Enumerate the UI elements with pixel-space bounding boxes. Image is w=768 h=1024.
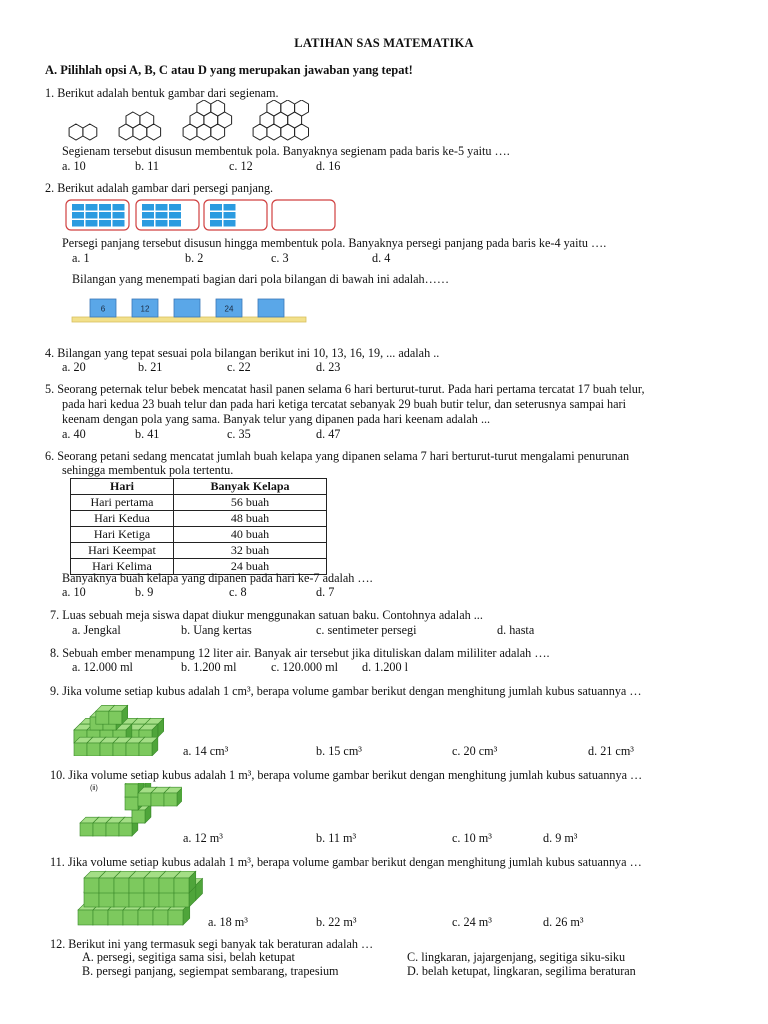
- q8-option-d[interactable]: d. 1.200 l: [362, 660, 409, 674]
- q10-option-b[interactable]: b. 11 m³: [316, 831, 357, 845]
- table-cell: Hari Keempat: [71, 543, 174, 559]
- q6-option-d[interactable]: d. 7: [316, 585, 335, 599]
- blue-cell: [142, 220, 154, 227]
- q2-rectangle-pattern: [62, 198, 342, 234]
- q12-stem: 12. Berikut ini yang termasuk segi banyak tak beraturan adalah …: [50, 937, 374, 951]
- cube-front: [123, 910, 138, 925]
- q8-option-a[interactable]: a. 12.000 ml: [72, 660, 133, 674]
- cube-front: [114, 878, 129, 893]
- cube-front: [96, 711, 109, 724]
- q6-line-1: 6. Seorang petani sedang mencatat jumlah buah kelapa yang dipanen selama 7 hari berturut-turut mengalami penurunan: [45, 449, 630, 463]
- cube-front: [108, 910, 123, 925]
- q1-option-b[interactable]: b. 11: [135, 159, 159, 173]
- cube-front: [125, 797, 138, 810]
- cube-front: [159, 878, 174, 893]
- q11-option-b[interactable]: b. 22 m³: [316, 915, 357, 929]
- cube-front: [113, 743, 126, 756]
- q4-option-a[interactable]: a. 20: [62, 360, 86, 374]
- q9-option-b[interactable]: b. 15 cm³: [316, 744, 362, 758]
- table-cell: Hari Kelima: [71, 559, 174, 575]
- table-cell: Hari pertama: [71, 495, 174, 511]
- cube-front: [168, 910, 183, 925]
- cube-front: [174, 892, 189, 907]
- page-title: LATIHAN SAS MATEMATIKA: [294, 36, 474, 50]
- table-cell: 56 buah: [174, 495, 327, 511]
- q1-option-a[interactable]: a. 10: [62, 159, 86, 173]
- cube-front: [174, 878, 189, 893]
- blue-cell: [86, 204, 98, 211]
- cube-front: [119, 823, 132, 836]
- cube-front: [153, 910, 168, 925]
- blue-cell: [113, 204, 125, 211]
- q11-option-c[interactable]: c. 24 m³: [452, 915, 492, 929]
- cube-front: [93, 910, 108, 925]
- cube-front: [78, 910, 93, 925]
- hexagon-shape: [83, 124, 97, 140]
- blue-cell: [169, 220, 181, 227]
- blue-cell: [156, 212, 168, 219]
- q5-option-d[interactable]: d. 47: [316, 427, 341, 441]
- table-cell: 40 buah: [174, 527, 327, 543]
- cube-front: [74, 743, 87, 756]
- blue-cell: [72, 212, 84, 219]
- table-row: [71, 527, 327, 543]
- q2-option-c[interactable]: c. 3: [271, 251, 289, 265]
- q7-option-d[interactable]: d. hasta: [497, 623, 535, 637]
- blue-cell: [72, 220, 84, 227]
- q4-option-d[interactable]: d. 23: [316, 360, 341, 374]
- blue-cell: [210, 220, 222, 227]
- section-a-instruction: A. Pilihlah opsi A, B, C atau D yang merupakan jawaban yang tepat!: [45, 63, 413, 77]
- blue-cell: [224, 204, 236, 211]
- q11-stem: 11. Jika volume setiap kubus adalah 1 m³, berapa volume gambar berikut dengan menghitung jumlah kubus satuannya …: [50, 855, 642, 869]
- q7-option-b[interactable]: b. Uang kertas: [181, 623, 252, 637]
- q6-option-c[interactable]: c. 8: [229, 585, 247, 599]
- table-header-row: [71, 479, 327, 495]
- q12-option-d[interactable]: D. belah ketupat, lingkaran, segilima beraturan: [407, 964, 636, 978]
- hexagon-shape: [140, 112, 154, 128]
- blue-cell: [142, 212, 154, 219]
- q1-text: Segienam tersebut disusun membentuk pola. Banyaknya segienam pada baris ke-5 yaitu ….: [62, 144, 510, 158]
- q2-option-b[interactable]: b. 2: [185, 251, 204, 265]
- q10-figure-label: (ii): [90, 785, 98, 792]
- q12-option-c[interactable]: C. lingkaran, jajargenjang, segitiga siku-siku: [407, 950, 626, 964]
- cube-front: [87, 743, 100, 756]
- q9-option-d[interactable]: d. 21 cm³: [588, 744, 634, 758]
- blue-cell: [169, 212, 181, 219]
- blue-cell: [72, 204, 84, 211]
- blue-cell: [169, 204, 181, 211]
- blue-cell: [86, 220, 98, 227]
- hexagon-shape: [126, 112, 140, 128]
- q6-question: Banyaknya buah kelapa yang dipanen pada hari ke-7 adalah ….: [62, 571, 373, 585]
- blue-cell: [142, 204, 154, 211]
- cube-front: [93, 823, 106, 836]
- q9-option-a[interactable]: a. 14 cm³: [183, 744, 229, 758]
- q5-option-a[interactable]: a. 40: [62, 427, 86, 441]
- q5-option-b[interactable]: b. 41: [135, 427, 160, 441]
- blue-cell: [210, 212, 222, 219]
- q10-cube-figure: [78, 783, 182, 839]
- table-row: [71, 511, 327, 527]
- cube-front: [84, 892, 99, 907]
- cube-front: [99, 892, 114, 907]
- table-row: [71, 495, 327, 511]
- q8-option-c[interactable]: c. 120.000 ml: [271, 660, 339, 674]
- cube-front: [129, 892, 144, 907]
- hexagon-shape: [69, 124, 83, 140]
- blue-cell: [113, 220, 125, 227]
- box-label: 24: [224, 304, 234, 314]
- table-cell: 32 buah: [174, 543, 327, 559]
- q2-option-a[interactable]: a. 1: [72, 251, 90, 265]
- shelf-bar: [72, 317, 306, 322]
- hexagon-shape: [267, 100, 281, 116]
- cube-front: [106, 823, 119, 836]
- q6-harvest-table: [70, 478, 327, 575]
- blue-cell: [210, 204, 222, 211]
- q7-option-c[interactable]: c. sentimeter persegi: [316, 623, 417, 637]
- q9-cube-figure: [70, 700, 180, 756]
- q12-option-a[interactable]: A. persegi, segitiga sama sisi, belah ketupat: [82, 950, 295, 964]
- hexagon-shape: [281, 100, 295, 116]
- q10-option-d[interactable]: d. 9 m³: [543, 831, 578, 845]
- box-label: 6: [100, 304, 106, 314]
- q10-option-c[interactable]: c. 10 m³: [452, 831, 492, 845]
- q2-option-d[interactable]: d. 4: [372, 251, 391, 265]
- q2-stem: 2. Berikut adalah gambar dari persegi panjang.: [45, 181, 274, 195]
- q8-option-b[interactable]: b. 1.200 ml: [181, 660, 237, 674]
- number-box: [174, 299, 200, 317]
- q1-option-c[interactable]: c. 12: [229, 159, 253, 173]
- table-cell: 48 buah: [174, 511, 327, 527]
- q8-stem: 8. Sebuah ember menampung 12 liter air. Banyak air tersebut jika dituliskan dalam mililiter adalah ….: [50, 646, 550, 660]
- q5-option-c[interactable]: c. 35: [227, 427, 251, 441]
- q10-option-a[interactable]: a. 12 m³: [183, 831, 223, 845]
- q4-option-b[interactable]: b. 21: [138, 360, 163, 374]
- cube-front: [151, 793, 164, 806]
- blue-cell: [99, 212, 111, 219]
- q11-option-d[interactable]: d. 26 m³: [543, 915, 584, 929]
- blue-cell: [156, 220, 168, 227]
- q1-hexagon-pattern: [62, 100, 332, 142]
- cube-front: [125, 784, 138, 797]
- q6-line-2: sehingga membentuk pola tertentu.: [62, 463, 234, 477]
- cube-front: [100, 743, 113, 756]
- q7-stem: 7. Luas sebuah meja siswa dapat diukur menggunakan satuan baku. Contohnya adalah ...: [50, 608, 483, 622]
- number-box: [258, 299, 284, 317]
- q3-number-boxes: [70, 296, 310, 326]
- cube-front: [114, 892, 129, 907]
- blue-cell: [224, 220, 236, 227]
- hexagon-shape: [197, 100, 211, 116]
- table-header-coconuts: Banyak Kelapa: [174, 479, 327, 495]
- cube-front: [129, 878, 144, 893]
- blue-cell: [86, 212, 98, 219]
- q1-option-d[interactable]: d. 16: [316, 159, 341, 173]
- q4-stem: 4. Bilangan yang tepat sesuai pola bilangan berikut ini 10, 13, 16, 19, ... adalah ..: [45, 346, 440, 360]
- blue-cell: [113, 212, 125, 219]
- table-cell: Hari Kedua: [71, 511, 174, 527]
- table-cell: 24 buah: [174, 559, 327, 575]
- table-header-day: Hari: [71, 479, 174, 495]
- cube-front: [144, 892, 159, 907]
- cube-front: [138, 910, 153, 925]
- q11-cube-figure: [76, 870, 206, 930]
- table-cell: Hari Ketiga: [71, 527, 174, 543]
- q5-line-1: 5. Seorang peternak telur bebek mencatat hasil panen selama 6 hari berturut-turut. Pada hari pertama tercatat 17 buah telur,: [45, 382, 645, 396]
- q10-stem: 10. Jika volume setiap kubus adalah 1 m³, berapa volume gambar berikut dengan menghitung jumlah kubus satuannya …: [50, 768, 643, 782]
- table-row: [71, 543, 327, 559]
- q5-line-3: keenam dengan pola yang sama. Banyak telur yang dipanen pada hari keenam adalah ...: [62, 412, 491, 426]
- cube-front: [109, 711, 122, 724]
- hexagon-shape: [295, 100, 309, 116]
- q9-option-c[interactable]: c. 20 cm³: [452, 744, 498, 758]
- q3-text: Bilangan yang menempati bagian dari pola bilangan di bawah ini adalah……: [72, 272, 450, 286]
- cube-front: [144, 878, 159, 893]
- box-label: 12: [140, 304, 150, 314]
- cube-front: [80, 823, 93, 836]
- cube-front: [126, 743, 139, 756]
- q7-option-a[interactable]: a. Jengkal: [72, 623, 121, 637]
- q2-text: Persegi panjang tersebut disusun hingga membentuk pola. Banyaknya persegi panjang pada baris ke-4 yaitu ….: [62, 236, 607, 250]
- rectangle-frame: [272, 200, 335, 230]
- q11-option-a[interactable]: a. 18 m³: [208, 915, 248, 929]
- blue-cell: [156, 204, 168, 211]
- q5-line-2: pada hari kedua 23 buah telur dan pada hari ketiga tercatat sebanyak 29 buah butir telur, dan seterusnya sampai hari: [62, 397, 626, 411]
- hexagon-shape: [211, 100, 225, 116]
- q1-stem: 1. Berikut adalah bentuk gambar dari segienam.: [45, 86, 279, 100]
- q6-option-b[interactable]: b. 9: [135, 585, 154, 599]
- q12-option-b[interactable]: B. persegi panjang, segiempat sembarang, trapesium: [82, 964, 339, 978]
- cube-front: [99, 878, 114, 893]
- cube-front: [132, 810, 145, 823]
- cube-front: [84, 878, 99, 893]
- cube-front: [139, 743, 152, 756]
- cube-front: [164, 793, 177, 806]
- blue-cell: [224, 212, 236, 219]
- q9-stem: 9. Jika volume setiap kubus adalah 1 cm³, berapa volume gambar berikut dengan menghitung jumlah kubus satuannya …: [50, 684, 642, 698]
- q6-option-a[interactable]: a. 10: [62, 585, 86, 599]
- cube-front: [138, 793, 151, 806]
- cube-front: [159, 892, 174, 907]
- blue-cell: [99, 220, 111, 227]
- q4-option-c[interactable]: c. 22: [227, 360, 251, 374]
- blue-cell: [99, 204, 111, 211]
